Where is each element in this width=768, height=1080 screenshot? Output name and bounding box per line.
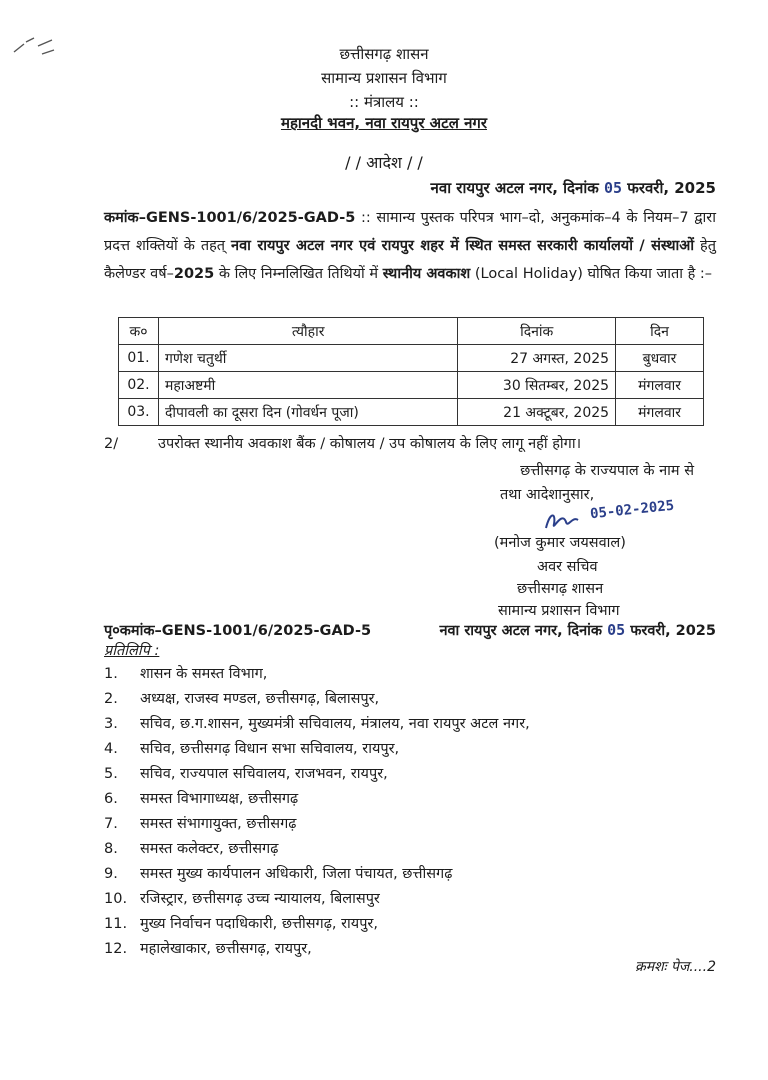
order-title: / / आदेश / / bbox=[345, 153, 423, 172]
list-item-text: रजिस्ट्रार, छत्तीसगढ़ उच्च न्यायालय, बिलासपुर bbox=[140, 891, 380, 907]
list-item bbox=[104, 787, 530, 812]
signatory-name: (मनोज कुमार जयसवाल) bbox=[494, 535, 626, 551]
list-item-number: 6. bbox=[104, 791, 118, 807]
distribution-list bbox=[104, 662, 530, 962]
list-item bbox=[104, 687, 530, 712]
cell-festival: महाअष्टमी bbox=[158, 372, 457, 399]
list-item-number: 7. bbox=[104, 816, 118, 832]
endorsement-date bbox=[439, 620, 716, 640]
body-text-4: (Local Holiday) घोषित किया जाता है :– bbox=[470, 266, 713, 282]
list-item-text: मुख्य निर्वाचन पदाधिकारी, छत्तीसगढ़, रायपुर, bbox=[140, 916, 378, 932]
cell-serial: 02. bbox=[119, 372, 159, 399]
table-header-row bbox=[119, 318, 704, 345]
cell-serial: 01. bbox=[119, 345, 159, 372]
body-bold-1: नवा रायपुर अटल नगर एवं रायपुर शहर में स्थित समस्त सरकारी कार्यालयों / संस्थाओं bbox=[231, 238, 695, 254]
signatory-office-1: छत्तीसगढ़ शासन bbox=[517, 581, 604, 597]
col-header-day: दिन bbox=[616, 318, 704, 345]
list-item-text: सचिव, छत्तीसगढ़ विधान सभा सचिवालय, रायपुर, bbox=[140, 741, 400, 757]
body-bold-2: 2025 bbox=[173, 266, 215, 282]
signature-authority-1: छत्तीसगढ़ के राज्यपाल के नाम से bbox=[520, 463, 694, 479]
list-item bbox=[104, 837, 530, 862]
holiday-table bbox=[118, 317, 704, 426]
list-item-text: समस्त मुख्य कार्यपालन अधिकारी, जिला पंचायत, छत्तीसगढ़ bbox=[140, 866, 453, 882]
list-item bbox=[104, 912, 530, 937]
cell-day: मंगलवार bbox=[616, 399, 704, 426]
list-item bbox=[104, 662, 530, 687]
table-row bbox=[119, 399, 704, 426]
endorsement-date-day: 05 bbox=[607, 621, 626, 639]
body-text-1: :: सामान्य पुस्तक परिपत्र भाग–दो, अनुकमांक–4 के नियम–7 द्वारा प्रदत्त शक्तियों के तहत् bbox=[104, 210, 716, 254]
list-item-number: 3. bbox=[104, 716, 118, 732]
list-item-text: सचिव, छ.ग.शासन, मुख्यमंत्री सचिवालय, मंत्रालय, नवा रायपुर अटल नगर, bbox=[140, 716, 530, 732]
dateline-suffix: फरवरी, 2025 bbox=[627, 179, 716, 197]
order-body bbox=[104, 204, 716, 288]
dateline-prefix: नवा रायपुर अटल नगर, दिनांक bbox=[430, 179, 599, 197]
body-text-3: के लिए निम्नलिखित तिथियों में bbox=[214, 266, 383, 282]
list-item-number: 12. bbox=[104, 941, 128, 957]
list-item bbox=[104, 737, 530, 762]
list-item bbox=[104, 762, 530, 787]
list-item bbox=[104, 812, 530, 837]
list-item-text: समस्त विभागाध्यक्ष, छत्तीसगढ़ bbox=[140, 791, 299, 807]
endorsement-date-prefix: नवा रायपुर अटल नगर, दिनांक bbox=[439, 623, 603, 639]
list-item-text: समस्त संभागायुक्त, छत्तीसगढ़ bbox=[140, 816, 297, 832]
order-ref: कमांक–GENS-1001/6/2025-GAD-5 bbox=[104, 210, 356, 226]
cell-day: मंगलवार bbox=[616, 372, 704, 399]
list-item-number: 1. bbox=[104, 666, 118, 682]
note-paragraph bbox=[104, 433, 581, 453]
list-item bbox=[104, 887, 530, 912]
header-address: महानदी भवन, नवा रायपुर अटल नगर bbox=[280, 114, 488, 132]
list-item bbox=[104, 712, 530, 737]
signatory-designation: अवर सचिव bbox=[537, 559, 598, 575]
dateline-day: 05 bbox=[603, 179, 623, 197]
order-dateline bbox=[431, 178, 716, 198]
cell-festival: दीपावली का दूसरा दिन (गोवर्धन पूजा) bbox=[158, 399, 457, 426]
list-item-number: 5. bbox=[104, 766, 118, 782]
list-item-text: सचिव, राज्यपाल सचिवालय, राजभवन, रायपुर, bbox=[140, 766, 388, 782]
list-item-number: 2. bbox=[104, 691, 118, 707]
list-item bbox=[104, 862, 530, 887]
note-number: 2/ bbox=[104, 436, 119, 452]
list-item-text: महालेखाकार, छत्तीसगढ़, रायपुर, bbox=[140, 941, 312, 957]
list-item bbox=[104, 937, 530, 962]
signatory-office-2: सामान्य प्रशासन विभाग bbox=[498, 603, 620, 619]
list-item-number: 11. bbox=[104, 916, 128, 932]
header-government: छत्तीसगढ़ शासन bbox=[339, 45, 429, 63]
cell-date: 21 अक्टूबर, 2025 bbox=[458, 399, 616, 426]
col-header-date: दिनांक bbox=[458, 318, 616, 345]
table-row bbox=[119, 345, 704, 372]
cell-serial: 03. bbox=[119, 399, 159, 426]
list-item-number: 9. bbox=[104, 866, 118, 882]
col-header-festival: त्यौहार bbox=[158, 318, 457, 345]
list-item-text: अध्यक्ष, राजस्व मण्डल, छत्तीसगढ़, बिलासपुर, bbox=[140, 691, 380, 707]
signature-date: 05-02-2025 bbox=[589, 497, 675, 523]
cell-festival: गणेश चतुर्थी bbox=[158, 345, 457, 372]
endorsement-date-suffix: फरवरी, 2025 bbox=[630, 623, 716, 639]
endorsement-ref: पृ०कमांक–GENS-1001/6/2025-GAD-5 bbox=[104, 623, 372, 639]
cell-day: बुधवार bbox=[616, 345, 704, 372]
signature-authority-2: तथा आदेशानुसार, bbox=[500, 487, 595, 503]
continued-note: क्रमशः पेज....2 bbox=[635, 959, 716, 975]
list-item-number: 8. bbox=[104, 841, 118, 857]
header-ministry: :: मंत्रालय :: bbox=[349, 93, 419, 111]
list-item-number: 4. bbox=[104, 741, 118, 757]
list-item-text: समस्त कलेक्टर, छत्तीसगढ़ bbox=[140, 841, 279, 857]
note-text: उपरोक्त स्थानीय अवकाश बैंक / कोषालय / उप कोषालय के लिए लागू नहीं होगा। bbox=[158, 436, 582, 452]
list-item-number: 10. bbox=[104, 891, 128, 907]
cell-date: 27 अगस्त, 2025 bbox=[458, 345, 616, 372]
cell-date: 30 सितम्बर, 2025 bbox=[458, 372, 616, 399]
header-department: सामान्य प्रशासन विभाग bbox=[321, 69, 447, 87]
col-header-serial: क० bbox=[119, 318, 159, 345]
body-bold-3: स्थानीय अवकाश bbox=[382, 266, 471, 282]
body-text-2: हेतु कैलेण्डर वर्ष– bbox=[104, 238, 716, 282]
list-item-text: शासन के समस्त विभाग, bbox=[140, 666, 268, 682]
table-row bbox=[119, 372, 704, 399]
copy-to-label: प्रतिलिपि : bbox=[104, 643, 160, 659]
